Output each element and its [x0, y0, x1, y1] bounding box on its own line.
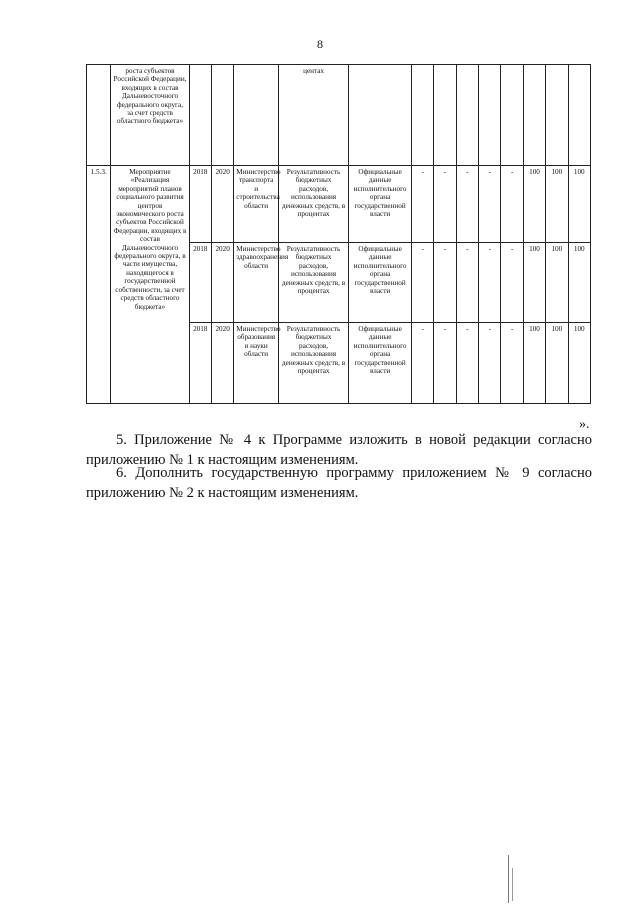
cell-value [568, 65, 590, 166]
cell-value [456, 65, 478, 166]
scan-margin-mark [508, 855, 509, 903]
cell-value: - [434, 243, 456, 323]
cell-value [523, 65, 545, 166]
cell-value [546, 65, 568, 166]
cell-source [349, 65, 412, 166]
cell-description: роста субъектов Российской Федерации, входящих в состав Дальневосточного федерального округа, за счет средств областного бюджета» [111, 65, 189, 166]
cell-year-end: 2020 [211, 166, 233, 243]
cell-value [501, 65, 523, 166]
table-row [87, 166, 591, 243]
cell-value: - [412, 166, 434, 243]
cell-value [412, 65, 434, 166]
cell-value [434, 65, 456, 166]
cell-year-start: 2018 [189, 243, 211, 323]
cell-number [87, 65, 111, 166]
cell-year-start: 2018 [189, 166, 211, 243]
cell-source: Официальные данные исполнительного органа государственной власти [349, 166, 412, 243]
cell-indicator: Результативность бюджетных расходов, использования денежных средств, в процентах [279, 243, 349, 323]
cell-value: - [412, 323, 434, 404]
cell-value: - [434, 323, 456, 404]
cell-indicator: Результативность бюджетных расходов, использования денежных средств, в процентах [279, 166, 349, 243]
cell-year-end: 2020 [211, 243, 233, 323]
cell-value: - [501, 243, 523, 323]
cell-value: - [456, 323, 478, 404]
cell-year-start [189, 65, 211, 166]
cell-year-end: 2020 [211, 323, 233, 404]
cell-value: 100 [546, 323, 568, 404]
page-number: 8 [317, 37, 323, 51]
cell-value: - [501, 166, 523, 243]
cell-indicator: Результативность бюджетных расходов, использования денежных средств, в процентах [279, 323, 349, 404]
table-closing-quote: ». [579, 417, 590, 432]
cell-value: - [456, 166, 478, 243]
cell-value: - [479, 323, 501, 404]
cell-executor: Министерство образования и науки области [234, 323, 279, 404]
cell-value: 100 [523, 166, 545, 243]
cell-value: 100 [523, 243, 545, 323]
cell-value: - [412, 243, 434, 323]
cell-indicator: центах [279, 65, 349, 166]
cell-value: 100 [568, 323, 590, 404]
paragraph-item-5: 5. Приложение № 4 к Программе изложить в новой редакции согласно приложению № 1 к настоящим изменениям. [86, 432, 592, 468]
cell-description: Мероприятие «Реализация мероприятий планов социального развития центров экономического роста субъектов Российской Федерации, входящих в состав Дальневосточного федерального округа, в части имущества, находящегося в государственной собственности, за счет средств областного бюджета» [111, 166, 189, 404]
cell-value [479, 65, 501, 166]
scan-margin-mark [512, 868, 513, 901]
program-measures-table [86, 64, 591, 404]
paragraph-item-6: 6. Дополнить государственную программу приложением № 9 согласно приложению № 2 к настоящим изменениям. [86, 465, 592, 501]
cell-executor: Министерство транспорта и строительства области [234, 166, 279, 243]
cell-year-start: 2018 [189, 323, 211, 404]
cell-year-end [211, 65, 233, 166]
cell-value: - [434, 166, 456, 243]
cell-value: 100 [523, 323, 545, 404]
cell-value: - [501, 323, 523, 404]
cell-value: 100 [546, 166, 568, 243]
cell-source: Официальные данные исполнительного органа государственной власти [349, 323, 412, 404]
cell-value: 100 [546, 243, 568, 323]
cell-executor [234, 65, 279, 166]
cell-executor: Министерство здравоохранения области [234, 243, 279, 323]
cell-value: 100 [568, 243, 590, 323]
cell-value: - [479, 166, 501, 243]
cell-value: 100 [568, 166, 590, 243]
cell-value: - [456, 243, 478, 323]
cell-number: 1.5.3. [87, 166, 111, 404]
table-row-continuation [87, 65, 591, 166]
cell-value: - [479, 243, 501, 323]
cell-source: Официальные данные исполнительного органа государственной власти [349, 243, 412, 323]
